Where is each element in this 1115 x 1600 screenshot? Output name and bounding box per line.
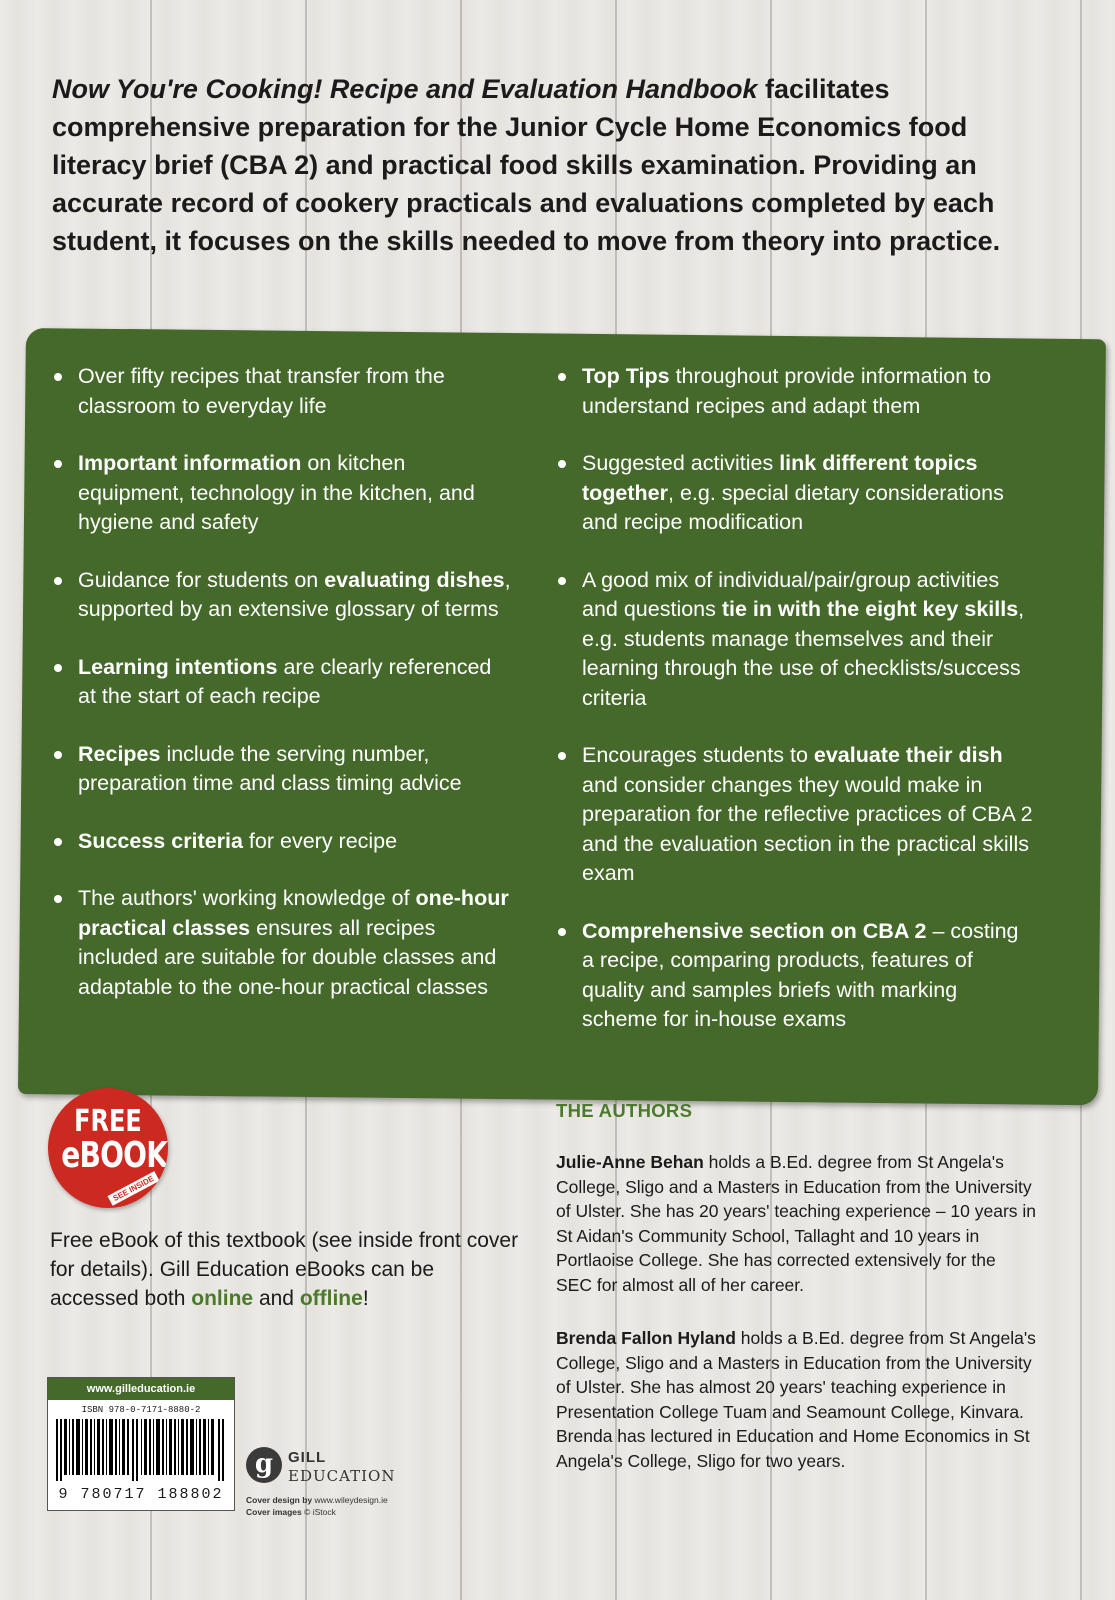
- bullet-icon: [54, 577, 62, 585]
- feature-item: Encourages students to evaluate their dish and consider changes they would make in preparation for the reflective practices of CBA 2 and the evaluation section in the practical skills exam: [556, 741, 1036, 889]
- author-name: Brenda Fallon Hyland: [556, 1328, 736, 1348]
- bullet-icon: [54, 838, 62, 846]
- barcode-digits: 9 780717 188802: [58, 1486, 224, 1503]
- feature-item: Guidance for students on evaluating dishes, supported by an extensive glossary of terms: [52, 566, 512, 625]
- feature-item: Comprehensive section on CBA 2 – costing a recipe, comparing products, features of quality and samples briefs with marking scheme for in-house exams: [556, 917, 1036, 1035]
- features-right-column: [556, 362, 1036, 1063]
- publisher-name-gill: GILL: [288, 1449, 327, 1466]
- bullet-icon: [558, 577, 566, 585]
- feature-item: Important information on kitchen equipment, technology in the kitchen, and hygiene and safety: [52, 449, 512, 538]
- bullet-icon: [54, 664, 62, 672]
- gill-g-icon: g: [246, 1447, 282, 1483]
- publisher-name-education: EDUCATION: [288, 1467, 396, 1485]
- barcode-icon: [56, 1419, 224, 1481]
- offline-text: offline: [299, 1287, 363, 1310]
- badge-line-ebook: eBOOK: [61, 1135, 168, 1176]
- bullet-icon: [558, 752, 566, 760]
- bullet-icon: [558, 928, 566, 936]
- author-bio: Brenda Fallon Hyland holds a B.Ed. degree from St Angela's College, Sligo and a Masters in Education from the University of Ulster. She has almost 20 years' teaching experience in Presentation College Tuam and Seamount College, Kinvara. Brenda has lectured in Education and Home Economics in St Angela's College, Sligo for two years.: [556, 1328, 1036, 1471]
- bullet-icon: [54, 895, 62, 903]
- feature-item: The authors' working knowledge of one-hour practical classes ensures all recipes included are suitable for double classes and adaptable to the one-hour practical classes: [52, 884, 512, 1002]
- bullet-icon: [558, 373, 566, 381]
- isbn-text: ISBN 978-0-7171-8880-2: [81, 1405, 201, 1415]
- bullet-icon: [54, 460, 62, 468]
- publisher-logo: [246, 1447, 416, 1487]
- feature-item: Over fifty recipes that transfer from the classroom to everyday life: [52, 362, 512, 421]
- author-bio: Julie-Anne Behan holds a B.Ed. degree from St Angela's College, Sligo and a Masters in Education from the University of Ulster. She has 20 years' teaching experience – 10 years in St Aidan's Community School, Tallaght and 10 years in Portlaoise College. She has corrected extensively for the SEC for almost all of her career.: [556, 1152, 1037, 1295]
- intro-text: facilitates comprehensive preparation for the Junior Cycle Home Economics food literacy brief (CBA 2) and practical food skills examination. Providing an accurate record of cookery practicals and evaluations completed by each student, it focuses on the skills needed to move from theory into practice.: [52, 74, 1001, 256]
- barcode-block: [47, 1377, 235, 1511]
- author-name: Julie-Anne Behan: [556, 1152, 704, 1172]
- feature-item: Recipes include the serving number, preparation time and class timing advice: [52, 740, 512, 799]
- authors-heading: THE AUTHORS: [556, 1100, 693, 1121]
- feature-item: Success criteria for every recipe: [52, 827, 512, 857]
- book-title: Now You're Cooking! Recipe and Evaluation Handbook: [52, 74, 758, 104]
- feature-item: A good mix of individual/pair/group activities and questions tie in with the eight key skills, e.g. students manage themselves and their learning through the use of checklists/success criteria: [556, 566, 1036, 714]
- bullet-icon: [558, 460, 566, 468]
- feature-item: Suggested activities link different topics together, e.g. special dietary considerations and recipe modification: [556, 449, 1036, 538]
- bullet-icon: [54, 751, 62, 759]
- ebook-info: Free eBook of this textbook (see inside front cover for details). Gill Education eBooks can be accessed both online and offline!: [50, 1229, 519, 1310]
- website-url: www.gilleducation.ie: [48, 1378, 234, 1400]
- features-left-column: [52, 362, 512, 1030]
- intro-paragraph: [52, 70, 1062, 260]
- feature-item: Learning intentions are clearly referenced at the start of each recipe: [52, 653, 512, 712]
- cover-credits: Cover design by www.wileydesign.ie Cover images © iStock: [246, 1495, 388, 1517]
- free-ebook-badge: [48, 1088, 168, 1208]
- badge-see-inside: SEE INSIDE: [108, 1171, 160, 1206]
- feature-item: Top Tips throughout provide information to understand recipes and adapt them: [556, 362, 1036, 421]
- bullet-icon: [54, 373, 62, 381]
- badge-line-free: FREE: [74, 1104, 142, 1139]
- online-text: online: [191, 1287, 254, 1310]
